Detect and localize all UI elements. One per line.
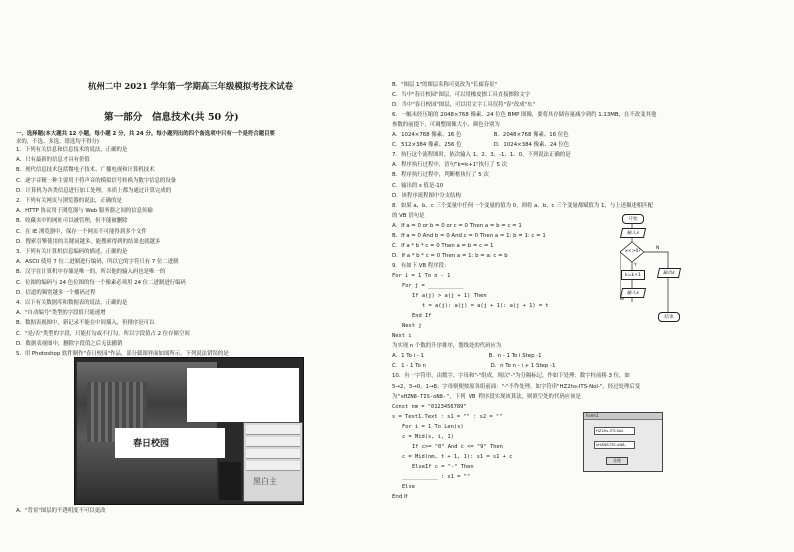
right-text-line: B．程序执行过程中，判断框执行了 5 次 (392, 172, 489, 179)
toolbar-panel (219, 462, 241, 500)
section-heading: 一、选择题(本大题共 12 小题，每小题 2 分，共 24 分。每小题列出的四个备选项中只有一个是符合题目要 (16, 131, 275, 137)
layer-row (246, 461, 300, 471)
left-text-line: A．ASCII 使用 7 位二进制进行编码，所以它的字符只有 7 位二进制 (16, 259, 179, 266)
q5-option-a: A．"背景"图层的不透明度不可以更改 (16, 508, 106, 514)
right-text-line: C．1 - 1 To n D．n To n - i + 1 Step -1 (392, 363, 556, 370)
section-heading-2: 求的，不选、多选、错选均不得分) (16, 139, 99, 145)
right-text-line: If a(j) > a(j + 1) Then (412, 293, 487, 300)
right-text-line: D．If a * b * c = 0 Then a = 1: b = a: c = b (392, 252, 508, 259)
left-text-line: D．计算机为各类信息进行加工处理，本质上都为通过计算完成的 (16, 187, 172, 194)
right-text-line: B．"图层 1"的图层名称可更改为"长廊春景" (392, 82, 498, 88)
left-text-line: 4．以下有关数据库和数据表的说法，正确的是 (16, 300, 128, 306)
flow-input-2: 输入x (620, 288, 646, 298)
left-text-line: 3．下列有关计算机信息编码的描述，正确的是 (16, 249, 128, 255)
right-text-line: For i = 1 To Len(s) (402, 423, 464, 430)
flow-no: N (656, 246, 660, 251)
right-text-line: 6．一幅未经压缩的 2048×768 像素、24 位色 BMP 图像，要将其存储容量减少到约 1.13MB，在不改变其他 (392, 112, 657, 119)
flow-end: 结束 (658, 312, 680, 322)
left-text-line: A．只有最新的信息才具有价值 (16, 157, 90, 164)
left-text-line: C．在 IE 浏览器中，保存一个网页不可能得到多个文件 (16, 228, 147, 235)
right-text-line: s = Text1.Text : s1 = "" : s2 = "" (392, 413, 503, 420)
right-text-line: c = Mid(s, i, 1) (402, 433, 454, 440)
right-text-line: Const nm = "0123456789" (392, 403, 467, 410)
right-text-line: Next i (392, 333, 412, 340)
exam-title: 杭州二中 2021 学年第一学期高三年级模拟考技术试卷 (88, 81, 294, 91)
right-text-line: C．当中"春日校园"图层，可以用橡皮擦工具直接擦除文字 (392, 92, 531, 99)
right-text-line: 8．如果 a、b、c 三个变量中任何一个变量的值为 0，则将 a、b、c 三个变量都赋值为 1，与上述描述相匹配 (392, 202, 653, 209)
right-text-line: 7．执行这个流程图时，依次输入 1、2、3、-1、1、0，下列说法正确的是 (392, 152, 571, 159)
right-text-line: 9．有如下 VB 程序段： (392, 262, 450, 269)
left-text-line: B．汉字在计算机中存储是唯一的，所以他的输入码也是唯一的 (16, 269, 166, 276)
right-text-line: c = Mid(nm, t + 1, 1): s1 = s1 + c (402, 453, 513, 460)
left-text-line: A．HTTP 协议用于浏览器与 Web 服务器之间的信息传输 (16, 208, 153, 215)
right-text-line: For j = ___________ (402, 283, 464, 289)
left-text-line: A．"自动编号"类型的字段值只能递增 (16, 310, 106, 317)
flowchart-figure (620, 212, 700, 336)
form-title-bar: Form1 (584, 413, 662, 420)
left-text-line: D．搜索引擎使用的关键词越多，能搜索得到的结果也就越多 (16, 238, 161, 245)
left-text-line: C．"是/否"类型的字段，只能打勾或不打勾，所以字段值占 2 位存储空间 (16, 330, 190, 337)
photoshop-screenshot-figure (74, 357, 304, 505)
vb-form-window (583, 412, 663, 472)
left-column (0, 0, 388, 552)
right-text-line: End If (392, 494, 408, 501)
right-text-line: 参数的前提下，可调整图像大小、颜色分别为 (392, 122, 500, 129)
right-text-line: End If (412, 313, 432, 320)
left-text-line: B．数据表视图中，新记录不能在中间插入，但排序是可以 (16, 320, 155, 327)
right-text-line: If c>= "0" And c <= "9" Then (412, 443, 503, 450)
form-process-button[interactable]: 处理 (606, 457, 628, 465)
right-text-line: A．1 To i - 1 B．n - 1 To i Step -1 (392, 353, 542, 360)
left-text-line: D．数据表视图中，删除字段值之后无法撤销 (16, 340, 123, 347)
form-output-textbox[interactable]: sHZN8-TIS-oN8- (594, 441, 635, 449)
signature-text: 黑白主 (253, 477, 277, 486)
right-text-line: D．当中"春日校园"图层，可以用文字工具仅将"春"改成"东" (392, 102, 536, 109)
flow-input-1: 输入x (620, 228, 646, 238)
right-text-line: C．If a * b * c = 0 Then a = b = c = 1 (392, 242, 494, 249)
left-text-line: B．收藏夹中的网址可以被管理，但不能被删除 (16, 218, 128, 225)
right-text-line: A．程序执行过程中，语句"k=k+1"执行了 5 次 (392, 162, 508, 169)
figure-caption: 春日校园 (133, 439, 170, 449)
right-text-line: ___________ : s1 = "" (402, 473, 471, 480)
layers-panel (243, 422, 303, 502)
left-text-line: C．位图的编码与 24 色位图的每一个像素必须用 24 位二进制进行编码 (16, 279, 186, 286)
left-text-line: D．信道的频宽越多一个播码过程 (16, 289, 96, 296)
layer-row (246, 437, 300, 447)
layer-row (246, 449, 300, 459)
right-text-line: ElseIf c = "-" Then (412, 463, 474, 470)
form-input-textbox[interactable]: HZ2hs-ITS-Nol- (594, 427, 635, 435)
right-text-line: A．If a = 0 or b = 0 or c = 0 Then a = b = c = 1 (392, 222, 522, 229)
right-text-line: t = a(j): a(j) = a(j + 1): a(j + 1) = t (422, 303, 549, 310)
right-text-line: 10．有一字符串，由数字、字母和"-"组成，现以"-"为分隔标记，作如下处理：数字柱前移 3 位，如 (392, 373, 630, 380)
flow-output: 输出k (657, 268, 681, 278)
right-text-line: For i = 1 To n - 1 (392, 272, 451, 279)
right-text-line: 为"sHZN8-TIS-oN8-"，下列 VB 程序段实现该算法，则填空处的代码应该是 (392, 393, 581, 400)
canvas-white-area (187, 368, 299, 422)
right-text-line: B．If a = 0 And b = 0 And c = 0 Then a = 1: b = 1: c = 1 (392, 232, 546, 239)
left-text-line: 2．下列有关网页与浏览器的说法，正确的是 (16, 198, 122, 204)
right-text-line: C．输出的 s 值是-10 (392, 182, 444, 189)
left-text-line: 1．下列有关信息和信息技术的说法，正确的是 (16, 147, 128, 153)
right-text-line: 的 VB 语句是 (392, 212, 425, 219)
right-text-line: Else (402, 484, 415, 490)
right-text-line: C．512×384 像素、256 色 D．1024×384 像素、24 位色 (392, 142, 570, 149)
right-text-line: Next j (402, 323, 422, 330)
flow-start: 开始 (622, 214, 644, 224)
layer-row (246, 425, 300, 435)
right-text-line: D．该程序流程图中分支结构 (392, 192, 461, 199)
left-text-line: C．逐字音精一种主要用于将声音的模拟信号转换为数字信息的设备 (16, 177, 177, 184)
caption-background (115, 428, 225, 458)
left-text-line: B．现代信息技术包括微电子技术、广播电视和计算机技术 (16, 167, 155, 174)
flow-condition: x<>0? (625, 249, 641, 254)
right-text-line: A．1024×768 像素、16 色 B．2048×768 像素、16 位色 (392, 132, 569, 139)
right-text-line: 为实现 n 个数的升序排序，划线处的代码应为 (392, 343, 502, 350)
right-text-line: 5→2，3→0，1→8；字母则便按原各组前面："-"不作处理。如字符串"HZ2hs-ITS-Nol-"，经过处理后变 (392, 383, 641, 390)
part-title: 第一部分 信息技术(共 50 分) (104, 112, 239, 123)
left-text-line: 5．用 Photoshop 软件制作"春日校园"作品，部分截图界面如图所示。下列说法错误的是 (16, 351, 229, 357)
flow-process: k=k+1 (621, 270, 645, 280)
flow-yes: Y (634, 263, 637, 268)
